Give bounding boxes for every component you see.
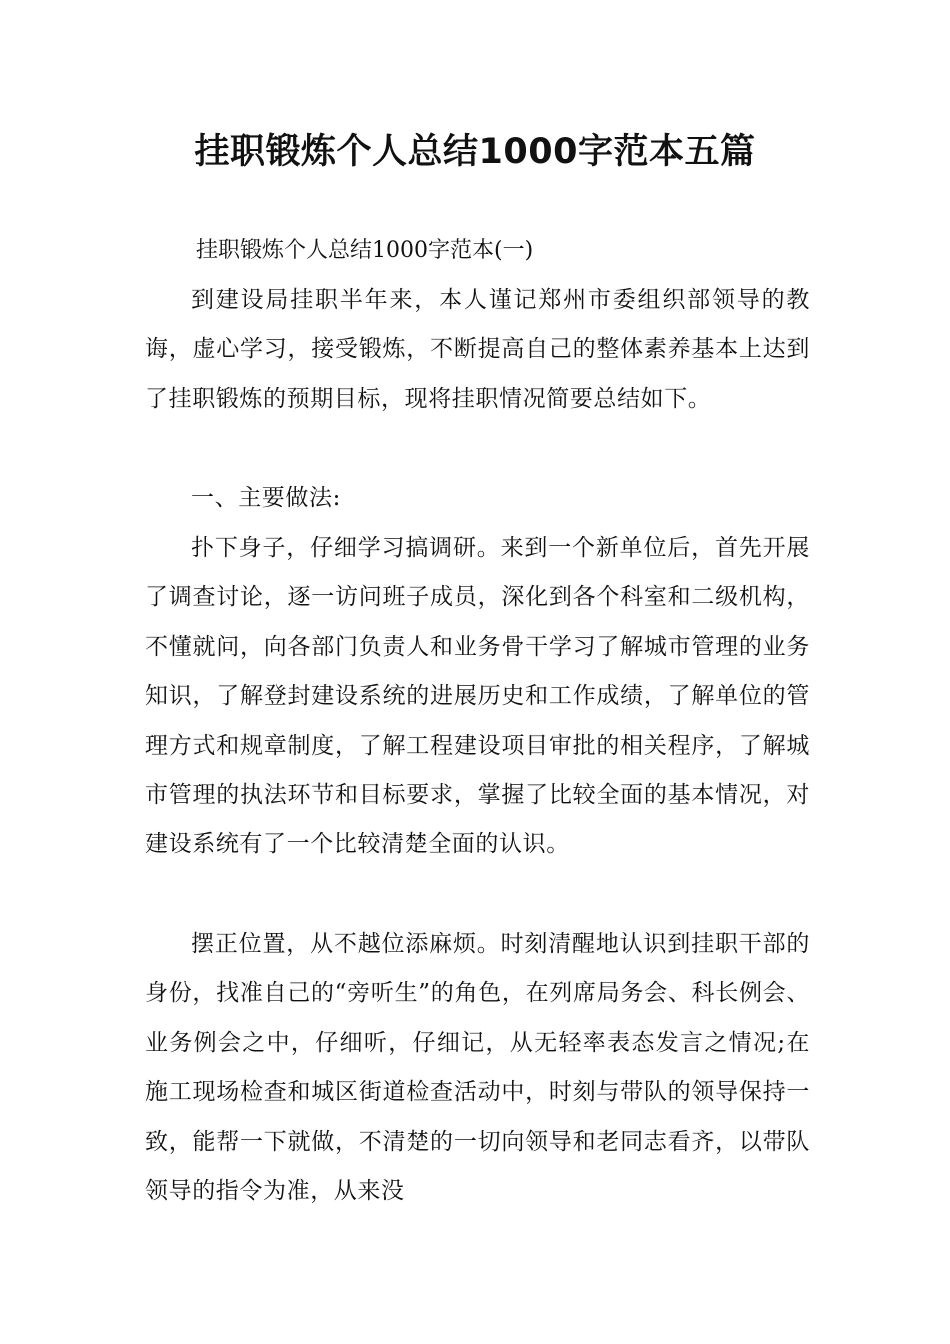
paragraph-position: 摆正位置，从不越位添麻烦。时刻清醒地认识到挂职干部的身份，找准自己的“旁听生”的角色，在列席局务会、科长例会、业务例会之中，仔细听，仔细记，从无轻率表态发言之情况;在施工现场检查和城区街道检查活动中，时刻与带队的领导保持一致，能帮一下就做，不清楚的一切向领导和老同志看齐，以带队领导的指令为准，从来没 [145, 931, 810, 1205]
paragraph-research: 扑下身子，仔细学习搞调研。来到一个新单位后，首先开展了调查讨论，逐一访问班子成员，深化到各个科室和二级机构，不懂就问，向各部门负责人和业务骨干学习了解城市管理的业务知识，了解登封建设系统的进展历史和工作成绩，了解单位的管理方式和规章制度，了解工程建设项目审批的相关程序，了解城市管理的执法环节和目标要求，掌握了比较全面的基本情况，对建设系统有了一个比较清楚全面的认识。 [145, 535, 810, 858]
section-heading-main-practices: 一、主要做法: [191, 485, 341, 511]
paragraph-intro: 到建设局挂职半年来，本人谨记郑州市委组织部领导的教诲，虚心学习，接受锻炼，不断提高自己的整体素养基本上达到了挂职锻炼的预期目标，现将挂职情况简要总结如下。 [145, 287, 810, 412]
section-subtitle: 挂职锻炼个人总结1000字范本(一) [196, 238, 534, 263]
document-title: 挂职锻炼个人总结1000字范本五篇 [194, 132, 756, 172]
